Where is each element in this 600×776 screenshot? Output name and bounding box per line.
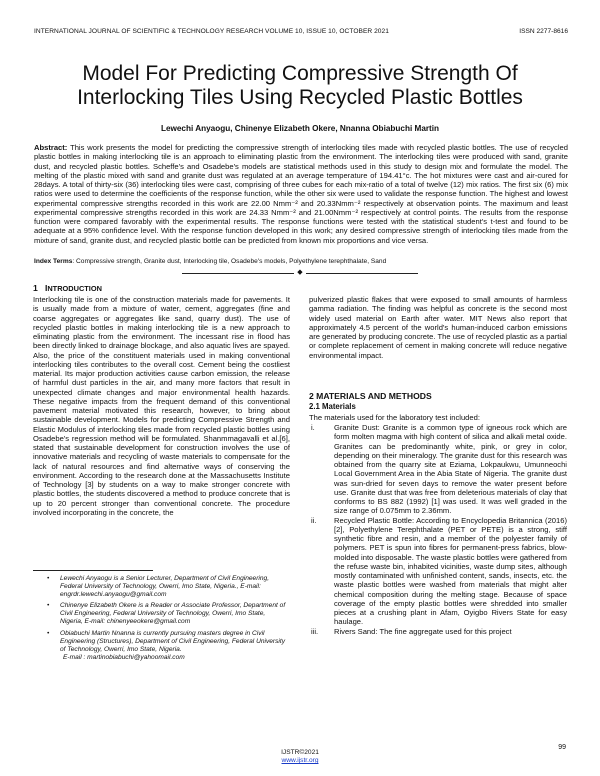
issn-label: ISSN 2277-8616 <box>519 28 568 35</box>
index-terms <box>34 258 568 266</box>
divider-line-left <box>182 273 294 274</box>
divider-line-right <box>306 273 418 274</box>
index-terms-text: : Compressive strength, Granite dust, Interlocking tile, Osadebe's models, Polyethylene terephthalate, Sand <box>72 258 387 265</box>
journal-footer <box>270 749 330 765</box>
paper-title <box>30 62 570 110</box>
page-number: 99 <box>558 744 566 751</box>
section-heading-first: I <box>44 283 48 293</box>
section-number: 1 <box>33 283 38 293</box>
title-line-2: Interlocking Tiles Using Recycled Plastic Bottles <box>77 86 523 109</box>
list-item <box>309 516 567 627</box>
section-divider <box>170 269 430 279</box>
subsection-2-1-heading: 2.1 Materials <box>309 402 356 411</box>
intro-right-text: pulverized plastic flakes that were exposed to small amounts of harmless gamma radiation. The finding was helpful as concrete is the second most widely used material on Earth after water. MIT News also report that approximately 4.5 percent of the world's human-induced carbon emissions are generated by producing concrete. The use of recycled plastic as a partial or complete replacement of cement in making concrete will reduce negative environmental impact. <box>309 295 567 360</box>
bullet-icon: • <box>47 602 50 610</box>
bullet-icon: • <box>47 575 50 582</box>
footnote-2 <box>47 602 286 626</box>
intro-left-text: Interlocking tile is one of the construction materials made for pavements. It is usually made from a mixture of water, cement, aggregates (fine and coarse aggregates or aggregates like sand, quarry dust). The use of recycled plastic bottles in making interlocking tile is a new approach to eliminating plastic from the environment. The incessant rise in flood has been directly linked to drainage blockage, and also aquatic lives are spayed. Also, the price of the constituent materials used in making conventional interlocking tiles contributes to the overall cost. Cement being the costliest material. Its major production activities cause carbon emission, the release of harmful dust particles in the air, and many more factors that result in unexpected climate changes and major environmental health hazards. These negative impacts from the frequent demand of this conventional pavement material motivated this research, however, to bring about sustainable development. Models for predicting Compressive Strength and Elastic Modulus of interlocking tiles made from recycled plastic bottles using Osadebe's regression method will be formulated. Shanmmagavalli et al.[6], stated that sustainable development for construction involves the use of innovative materials and recycling of waste materials to compensate for the lack of natural resources and find alternative ways of conserving the environment. According to the research done at the Massachusetts Institute of Technology [3] by students on a way to make stronger concrete with plastic bottles, the students discovered a method to produce concrete that is up to 20 percent stronger than conventional concrete. The procedure involved incorporating in the concrete, the <box>33 295 290 517</box>
bullet-icon: • <box>47 629 50 637</box>
footnote-1-text: Lewechi Anyaogu is a Senior Lecturer, Department of Civil Engineering, Federal University of Technology, Owerri, Imo State, Nigeria., E-mail: engrdr.lewechi.anyaogu@gmail.com <box>60 575 270 599</box>
section-1-heading <box>33 283 290 293</box>
materials-list <box>309 423 567 636</box>
abstract-text: This work presents the model for predicting the compressive strength of interlocking tiles made with recycled plastic bottles. The use of recycled plastic bottles in making interlocking tile is an approach to eliminating plastic from the environment. The interlocking tiles were produced with sand, granite dust, and recycled plastic bottles. Scheffe's and Osadebe's models are statistical methods used in this study to design mix and formulate the model. The melting of the plastic mixed with sand and granite dust was regulated at an average temperature of 194.41°c. The hot mixtures were cast and air-cured for 28days. A total of thirty-six (36) interlocking tiles were cast, comprising of three cubes for each mix-ratio of a total of twelve (12) mix ratios. The first six (6) mix ratios were used to determine the coefficients of the response function, while the other six were used to validate the response function. The highest and lowest experimental compressive strengths recorded in this work are 22.00 Nmm⁻² and 20.33Nmm⁻² respectively at observation points. The maximum and least experimental compressive strengths recorded in this work are 24.33 Nmm⁻² and 21.00Nmm⁻² respectively at control points. The results from the response function were compared favorably with the experimental results. The response functions were tested with the statistical student's t-test and found to be adequate at a 95% confidence level. With the response function developed in this work; any desired compressive strength of interlocking tiles made from the mixture of sand, granite dust, and recycled plastic bottle can be predicted from known mix proportions and vice versa. <box>34 143 568 245</box>
list-item <box>309 423 567 516</box>
title-line-1: Model For Predicting Compressive Strength Of <box>82 62 518 85</box>
footnote-3-text: Obiabuchi Martin Nnanna is currently pursuing masters degree in Civil Engineering (Structures), Department of Civil Engineering, Federal University of Technology, Owerri, Imo State, Nigeria. <box>60 629 286 653</box>
list-item-text: Granite Dust: Granite is a common type of igneous rock which are form molten magma with high content of silica and alkali metal oxide. Granites can be predominantly white, pink, or grey in color, depending on their mineralogy. The granite dust for this research was obtained from the quarry site at Eziama, Lokpaukwu, Umunneochi Local Government Area in the Abia State of Nigeria. The granite dust was sun-dried for seven days to remove the water present before use. Granite dust that was free from deleterious materials of clay that conforms to BS 882 (1992) [1] was used. It was well graded in the size range of 0.075mm to 2.36mm. <box>334 423 567 516</box>
journal-code: IJSTR©2021 <box>281 749 319 756</box>
journal-url-link[interactable]: www.ijstr.org <box>281 757 319 764</box>
footnote-4-text: E-mail : martinobiabuchi@yahoomail.com <box>63 653 185 661</box>
footnote-rule <box>33 570 153 571</box>
footnote-2-text: Chinenye Elizabeth Okere is a Reader or Associate Professor, Department of Civil Engineering, Federal University of Technology, Owerri, Imo State, Nigeria, E-mail: chinenyeeokere@gmail.com <box>60 602 286 626</box>
list-item-number: ii. <box>311 515 317 525</box>
list-item-text: Rivers Sand: The fine aggregate used for this project <box>334 626 512 636</box>
list-item-number: i. <box>311 423 315 432</box>
abstract <box>34 143 568 245</box>
list-item-number: iii. <box>311 626 319 636</box>
authors: Lewechi Anyaogu, Chinenye Elizabeth Okere, Nnanna Obiabuchi Martin <box>160 124 440 133</box>
author-footnotes <box>47 575 286 665</box>
footnote-3 <box>47 629 286 654</box>
abstract-label: Abstract: <box>34 143 68 152</box>
section-2-heading: 2 MATERIALS AND METHODS <box>309 391 432 401</box>
journal-header: INTERNATIONAL JOURNAL OF SCIENTIFIC & TECHNOLOGY RESEARCH VOLUME 10, ISSUE 10, OCTOBER 2021 <box>34 28 389 35</box>
index-terms-label: Index Terms <box>34 258 73 265</box>
materials-intro: The materials used for the laboratory test included: <box>309 413 480 422</box>
list-item <box>309 627 567 636</box>
footnote-1 <box>47 575 286 599</box>
section-heading-rest: NTRODUCTION <box>47 284 102 293</box>
diamond-icon: ◆ <box>297 269 303 276</box>
footnote-4 <box>60 654 286 662</box>
list-item-text: Recycled Plastic Bottle: According to Encyclopedia Britannica (2016) [2], Polyethylene Terephthalate (PET or PETE) is a strong, stiff synthetic fibre and resin, and a member of the polyester family of polymers. PET is spun into fibres for permanent-press fabrics, blow-molded into disposable. The waste plastic bottles were gathered from the refuse waste bin, inhabited vicinities, waste dump sites, although mostly contaminated with unfinished content, sands, insects, etc. the waste plastic bottles were washed from materials that might alter chemical composition during the melting stage. Because of space coverage of the empty plastic bottles were shredded into smaller pieces at a crushing plant in Afam, Oyigbo Rivers State for easy haulage. <box>334 515 567 627</box>
